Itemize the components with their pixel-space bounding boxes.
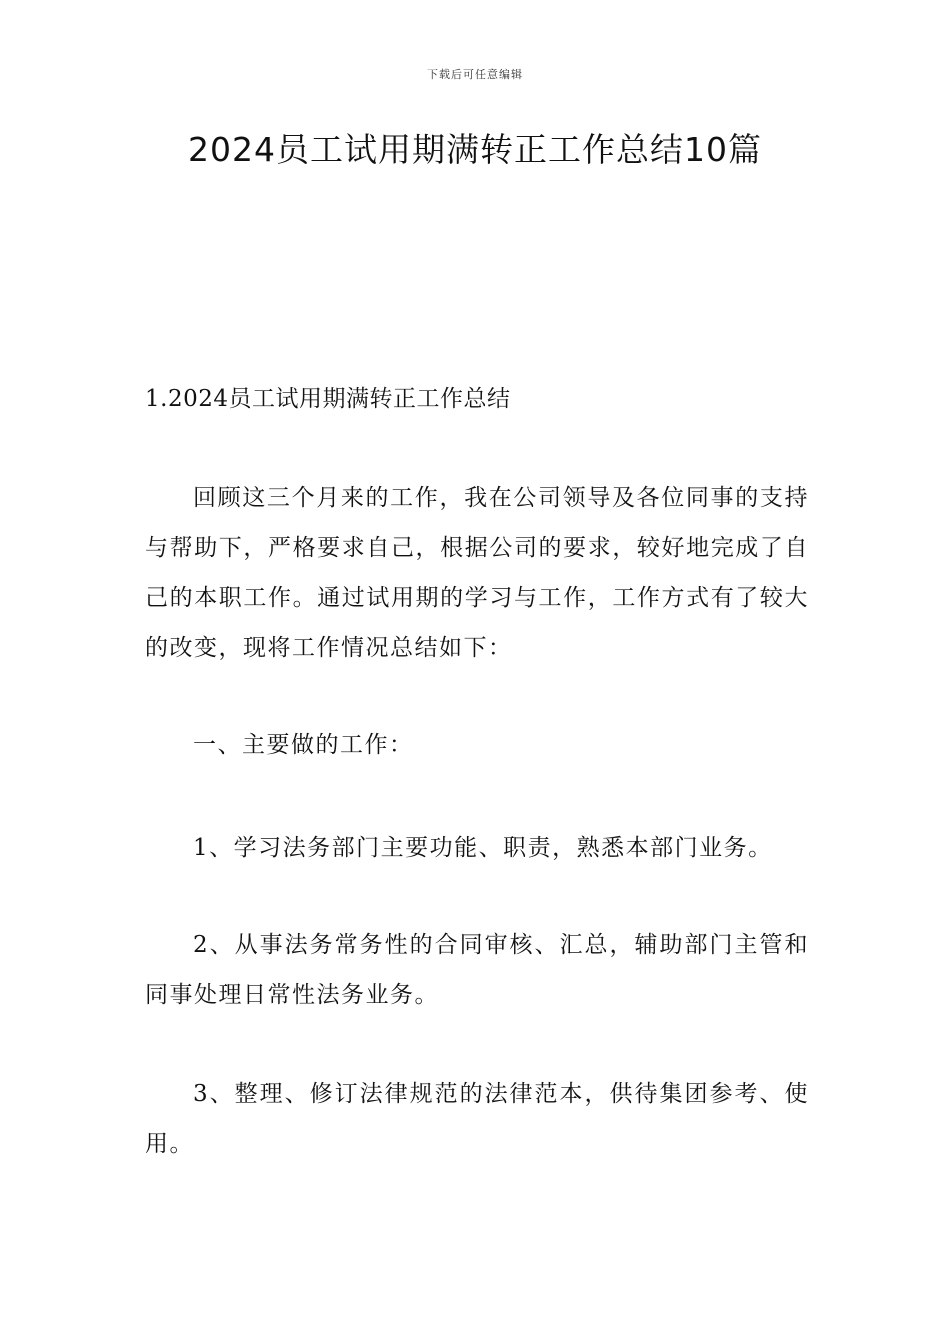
work-item-1-block [145, 823, 809, 873]
work-item-2-block [145, 920, 809, 1020]
work-item-2: 2、从事法务常务性的合同审核、汇总，辅助部门主管和同事处理日常性法务业务。 [145, 932, 809, 1008]
intro-paragraph: 回顾这三个月来的工作，我在公司领导及各位同事的支持与帮助下，严格要求自己，根据公司的要求，较好地完成了自己的本职工作。通过试用期的学习与工作，工作方式有了较大的改变，现将工作情况总结如下： [145, 485, 809, 661]
document-title: 2024员工试用期满转正工作总结10篇 [188, 130, 762, 169]
work-item-1: 1、学习法务部门主要功能、职责，熟悉本部门业务。 [193, 835, 773, 861]
intro-paragraph-block [145, 473, 809, 673]
main-work-heading: 一、主要做的工作： [193, 732, 414, 758]
work-item-3-block [145, 1069, 809, 1169]
work-item-3: 3、整理、修订法律规范的法律范本，供待集团参考、使用。 [145, 1081, 809, 1157]
main-work-heading-block [145, 720, 809, 770]
section-heading: 1.2024员工试用期满转正工作总结 [145, 386, 511, 412]
header-note: 下载后可任意编辑 [427, 68, 523, 81]
